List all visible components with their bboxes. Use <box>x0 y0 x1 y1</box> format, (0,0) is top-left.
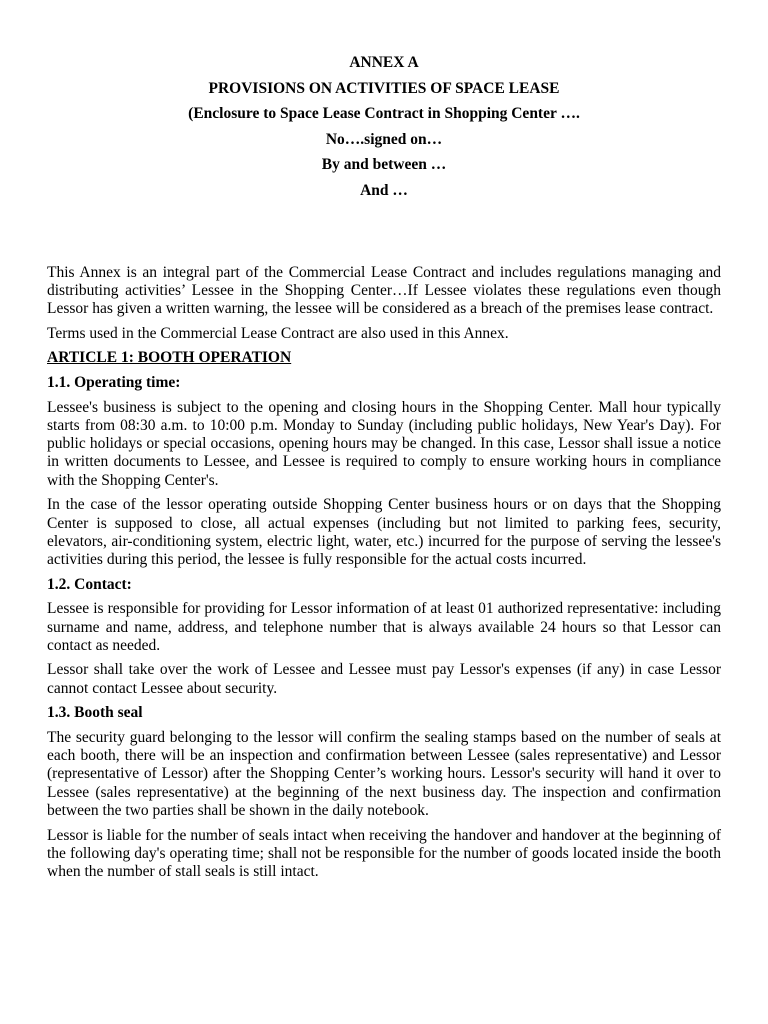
section-1-1-paragraph-2: In the case of the lessor operating outside Shopping Center business hours or on days that the Shopping Center is supposed to close, all actual expenses (including but not limited to parking fees, security, elevators, air-conditioning system, electric light, water, etc.) incurred for the purpose of serving the lessee's activities during this period, the lessee is fully responsible for the actual costs incurred. <box>47 496 721 568</box>
annex-title: ANNEX A <box>349 54 419 71</box>
annex-enclosure-line: (Enclosure to Space Lease Contract in Shopping Center …. <box>188 105 580 123</box>
annex-header <box>47 0 721 204</box>
document-body <box>47 264 721 882</box>
intro-paragraph: This Annex is an integral part of the Commercial Lease Contract and includes regulations managing and distributing activities’ Lessee in the Shopping Center…If Lessee violates these regulations even though Lessor has given a written warning, the lessee will be considered as a breach of the premises lease contract. <box>47 263 721 317</box>
section-1-1-heading: 1.1. Operating time: <box>47 374 181 392</box>
section-1-2-heading: 1.2. Contact: <box>47 575 132 593</box>
section-1-3-paragraph-2: Lessor is liable for the number of seals intact when receiving the handover and handover at the beginning of the following day's operating time; shall not be responsible for the number of goods located inside the booth when the number of stall seals is still intact. <box>47 826 721 880</box>
annex-number-line: No….signed on… <box>325 130 443 148</box>
annex-and-line: And … <box>360 181 408 199</box>
annex-subtitle: PROVISIONS ON ACTIVITIES OF SPACE LEASE <box>208 79 560 97</box>
terms-paragraph: Terms used in the Commercial Lease Contract are also used in this Annex. <box>47 324 509 342</box>
annex-parties-line: By and between … <box>321 156 447 174</box>
section-1-3-heading: 1.3. Booth seal <box>47 704 143 722</box>
section-1-1-paragraph-1: Lessee's business is subject to the opening and closing hours in the Shopping Center. Mall hour typically starts from 08:30 a.m. to 10:00 p.m. Monday to Sunday (including public holidays, New Year's Day). For public holidays or special occasions, opening hours may be changed. In this case, Lessor shall issue a notice in written documents to Lessee, and Lessee is required to comply to ensure working hours in compliance with the Shopping Center's. <box>47 398 721 489</box>
section-1-2-paragraph-1: Lessee is responsible for providing for Lessor information of at least 01 authorized representative: including surname and name, address, and telephone number that is always available 24 hours so that Lessor can contact as needed. <box>47 600 721 654</box>
article-1-heading: ARTICLE 1: BOOTH OPERATION <box>47 349 292 367</box>
section-1-2-paragraph-2: Lessor shall take over the work of Lessee and Lessee must pay Lessor's expenses (if any) in case Lessor cannot contact Lessee about security. <box>47 661 721 697</box>
section-1-3-paragraph-1: The security guard belonging to the lessor will confirm the sealing stamps based on the number of seals at each booth, there will be an inspection and confirmation between Lessee (sales representative) and Lessor (representative of Lessor) after the Shopping Center’s working hours. Lessor's security will hand it over to Lessee (sales representative) at the beginning of the next business day. The inspection and confirmation between the two parties shall be shown in the daily notebook. <box>47 729 721 819</box>
